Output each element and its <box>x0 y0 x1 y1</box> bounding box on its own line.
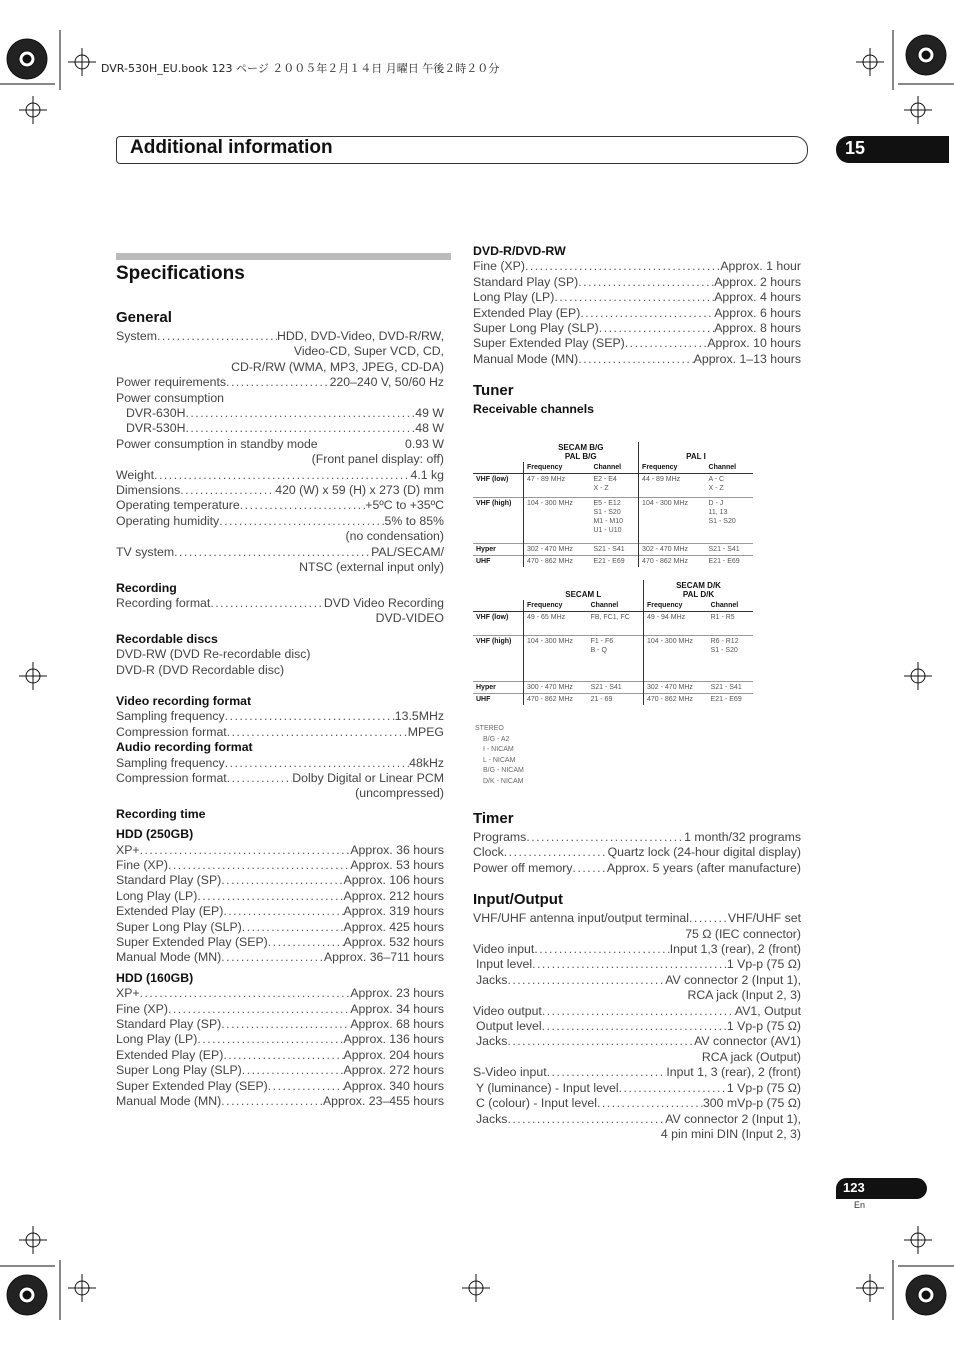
table-cell: E21 - E69 <box>706 556 753 568</box>
spec-label: Standard Play (SP) <box>473 274 579 289</box>
table-row <box>473 556 753 568</box>
spec-row <box>116 889 444 904</box>
spec-row <box>473 1065 801 1080</box>
spec-value: +5ºC to +35ºC <box>365 498 444 513</box>
band-label: VHF (high) <box>473 636 524 682</box>
spec-label: DVR-630H <box>126 406 186 421</box>
spec-value: HDD, DVD-Video, DVD-R/RW, <box>277 329 444 343</box>
spec-label: Super Extended Play (SEP) <box>473 336 625 351</box>
spec-continuation: 4 pin mini DIN (Input 2, 3) <box>660 1126 801 1141</box>
spec-label: Weight <box>116 467 155 482</box>
spec-continuation: NTSC (external input only) <box>299 560 444 575</box>
spec-value: Approx. 532 hours <box>343 935 444 950</box>
channel-table-2 <box>473 580 753 705</box>
spec-label: Programs <box>473 830 527 844</box>
hdd250-heading: HDD (250GB) <box>116 827 194 842</box>
spec-row <box>473 336 801 351</box>
section-title: Additional information <box>130 137 333 158</box>
disc-item: DVD-RW (DVD Re-recordable disc) <box>116 647 311 662</box>
dvd-list <box>473 259 801 367</box>
tuner-subheading: Receivable channels <box>473 402 594 417</box>
spec-row <box>116 498 444 513</box>
spec-value: 1 month/32 programs <box>684 830 801 844</box>
spec-row <box>116 873 444 888</box>
spec-row <box>116 843 444 858</box>
table-cell: 302 - 470 MHz <box>639 544 706 556</box>
spec-value: Approx. 53 hours <box>350 858 444 872</box>
spec-row <box>116 468 444 483</box>
table-cell: 47 - 89 MHz <box>524 474 591 498</box>
spec-row <box>473 957 801 972</box>
column-header: Channel <box>588 600 644 612</box>
stereo-list <box>475 724 524 788</box>
spec-row <box>473 321 801 336</box>
table-cell: E5 - E12 S1 - S20 M1 - M10 U1 - U10 <box>590 498 638 544</box>
spec-row <box>116 483 444 498</box>
spec-value: Approx. 1–13 hours <box>693 351 801 366</box>
spec-continuation: (no condensation) <box>345 529 444 544</box>
channel-table-1 <box>473 442 753 567</box>
column-header: Frequency <box>644 600 708 612</box>
table-cell: 104 - 300 MHz <box>524 498 591 544</box>
spec-label: Extended Play (EP) <box>116 1047 224 1062</box>
table-row <box>473 498 753 544</box>
spec-value: Approx. 212 hours <box>343 888 444 903</box>
dvd-heading: DVD-R/DVD-RW <box>473 244 566 258</box>
spec-label: Power off memory <box>473 860 573 875</box>
spec-row <box>473 973 801 988</box>
page-language: En <box>854 1200 866 1210</box>
column-header: Frequency <box>524 600 588 612</box>
table-cell: 302 - 470 MHz <box>524 544 591 556</box>
spec-label: TV system <box>116 544 175 559</box>
column-header: Channel <box>708 600 753 612</box>
audio-format-heading: Audio recording format <box>116 740 253 755</box>
spec-label: Power consumption <box>116 390 224 405</box>
spec-row <box>473 1112 801 1127</box>
spec-label: Y (luminance) - Input level <box>476 1080 619 1095</box>
spec-value: Approx. 319 hours <box>343 904 444 919</box>
recording-time-heading: Recording time <box>116 806 206 821</box>
spec-row <box>473 830 801 845</box>
spec-label: Jacks <box>476 1034 508 1049</box>
spec-label: Standard Play (SP) <box>116 1017 222 1032</box>
table-cell: 49 - 94 MHz <box>644 612 708 636</box>
table-cell: 302 - 470 MHz <box>644 682 708 694</box>
file-header: DVR-530H_EU.book 123 ページ ２００５年２月１４日 月曜日 午後２時２０分 <box>101 62 500 75</box>
table-cell: A - C X - Z <box>708 476 725 492</box>
table-row <box>473 636 753 682</box>
spec-value: PAL/SECAM/ <box>371 544 444 559</box>
band-label: VHF (low) <box>476 476 509 483</box>
spec-value: 1 Vp-p (75 Ω) <box>726 1080 801 1095</box>
table-row <box>473 612 753 636</box>
spec-value: 1 Vp-p (75 Ω) <box>726 1019 801 1034</box>
left-column <box>116 300 444 1110</box>
spec-label: System <box>116 329 157 343</box>
column-header: Frequency <box>524 462 591 474</box>
spec-row <box>473 1081 801 1096</box>
stereo-item: B/G - A2 <box>483 735 510 743</box>
spec-value: 13.5MHz <box>394 709 444 724</box>
spec-row <box>116 756 444 771</box>
spec-value: Input 1,3 (rear), 2 (front) <box>669 942 801 957</box>
table-row <box>473 544 753 556</box>
spec-value: 4.1 kg <box>410 467 444 482</box>
spec-row <box>473 306 801 321</box>
table-cell: 104 - 300 MHz <box>524 636 588 682</box>
io-heading: Input/Output <box>473 891 563 909</box>
spec-row <box>116 406 444 421</box>
spec-row <box>116 771 444 786</box>
band-header: PAL I <box>639 442 753 462</box>
band-header: SECAM L <box>565 590 602 599</box>
spec-value: Approx. 23 hours <box>350 986 444 1001</box>
stereo-item: D/K - NICAM <box>483 777 524 785</box>
table-cell: R1 - R5 <box>710 614 735 621</box>
spec-value: AV connector 2 (Input 1), <box>665 1111 801 1126</box>
spec-value: VHF/UHF set <box>727 911 801 926</box>
table-cell: 49 - 65 MHz <box>524 612 588 636</box>
spec-row <box>116 421 444 436</box>
spec-value: Approx. 272 hours <box>343 1063 444 1078</box>
spec-label: Input level <box>476 957 533 972</box>
spec-value: Approx. 1 hour <box>720 259 801 274</box>
table-cell: 44 - 89 MHz <box>639 474 706 498</box>
band-header: SECAM B/G PAL B/G <box>558 443 604 461</box>
table-cell: S21 - S41 <box>588 682 644 694</box>
page-number: 123 <box>843 1180 865 1195</box>
spec-row <box>473 1096 801 1111</box>
spec-label: Manual Mode (MN) <box>116 950 222 965</box>
spec-value: 48 W <box>415 421 444 436</box>
spec-row <box>116 935 444 950</box>
chapter-number: 15 <box>845 138 866 158</box>
spec-value: Dolby Digital or Linear PCM <box>292 770 444 785</box>
spec-continuation: DVD-VIDEO <box>375 611 444 626</box>
spec-value: 220–240 V, 50/60 Hz <box>329 375 444 390</box>
spec-label: Operating temperature <box>116 498 240 513</box>
table-cell: F1 - F6 B - Q <box>588 636 644 682</box>
spec-row <box>116 545 444 560</box>
table-cell: 470 - 862 MHz <box>644 694 708 706</box>
spec-label: Manual Mode (MN) <box>116 1094 222 1109</box>
spec-label: Long Play (LP) <box>116 1032 198 1047</box>
table-cell: E21 - E69 <box>590 556 638 568</box>
table-cell: E21 - E69 <box>708 694 753 706</box>
spec-label: Operating humidity <box>116 513 220 528</box>
spec-row <box>473 1034 801 1049</box>
spec-value: Approx. 340 hours <box>343 1078 444 1093</box>
spec-row <box>116 1063 444 1078</box>
spec-label: Dimensions <box>116 483 181 498</box>
spec-row <box>116 437 444 452</box>
band-label: Hyper <box>473 544 524 556</box>
spec-row <box>473 352 801 367</box>
table-cell: S21 - S41 <box>706 544 753 556</box>
band-label: Hyper <box>473 682 524 694</box>
spec-label: Jacks <box>476 1111 508 1126</box>
spec-row <box>116 1017 444 1032</box>
recording-heading: Recording <box>116 580 177 595</box>
table-cell: 470 - 862 MHz <box>524 556 591 568</box>
hdd160-heading: HDD (160GB) <box>116 970 194 985</box>
spec-row <box>473 290 801 305</box>
table-cell: R6 - R12 S1 - S20 <box>708 636 753 682</box>
title-rule <box>116 253 451 260</box>
timer-heading: Timer <box>473 810 514 827</box>
spec-row <box>116 986 444 1001</box>
table-row <box>473 682 753 694</box>
spec-value: 48kHz <box>409 755 444 770</box>
spec-row <box>473 275 801 290</box>
spec-label: Video output <box>473 1003 542 1018</box>
stereo-item: STEREO <box>475 725 504 732</box>
spec-value: Approx. 204 hours <box>343 1047 444 1062</box>
band-header: SECAM D/K PAL D/K <box>644 580 753 600</box>
spec-continuation: (Front panel display: off) <box>311 452 444 467</box>
spec-continuation: RCA jack (Output) <box>701 1049 801 1064</box>
spec-continuation: 75 Ω (IEC connector) <box>685 926 801 941</box>
spec-label: XP+ <box>116 986 140 1001</box>
spec-value: 300 mVp-p (75 Ω) <box>702 1096 801 1111</box>
spec-value: Approx. 5 years (after manufacture) <box>606 860 801 875</box>
table-cell: FB, FC1, FC <box>590 614 630 621</box>
column-header: Channel <box>590 462 638 474</box>
disc-item: DVD-R (DVD Recordable disc) <box>116 662 285 677</box>
spec-row <box>116 904 444 919</box>
spec-row <box>473 1004 801 1019</box>
spec-value: Approx. 106 hours <box>343 873 444 888</box>
spec-label: Fine (XP) <box>116 858 168 872</box>
spec-row <box>116 329 444 344</box>
stereo-item: L - NICAM <box>483 756 516 764</box>
spec-value: DVD Video Recording <box>323 595 444 610</box>
spec-row <box>116 375 444 390</box>
general-heading: General <box>116 309 172 326</box>
table-cell: 470 - 862 MHz <box>524 694 588 706</box>
spec-value: MPEG <box>407 724 444 739</box>
spec-label: Extended Play (EP) <box>473 305 581 320</box>
spec-continuation: Video-CD, Super VCD, CD, <box>293 344 444 359</box>
spec-row <box>116 1002 444 1017</box>
column-header: Channel <box>706 462 753 474</box>
spec-label: Compression format <box>116 724 227 739</box>
spec-value: Approx. 425 hours <box>343 919 444 934</box>
spec-label: S-Video input <box>473 1065 547 1080</box>
spec-row <box>116 1032 444 1047</box>
spec-value: Approx. 10 hours <box>707 336 801 351</box>
spec-row <box>116 858 444 873</box>
spec-value: 420 (W) x 59 (H) x 273 (D) mm <box>275 483 444 498</box>
spec-label: Video input <box>473 942 535 957</box>
band-label: UHF <box>473 556 524 568</box>
spec-row <box>473 259 801 274</box>
spec-value: Quartz lock (24-hour digital display) <box>607 845 801 860</box>
right-column <box>473 244 801 418</box>
tuner-heading: Tuner <box>473 382 514 400</box>
spec-row <box>116 950 444 965</box>
spec-label: Manual Mode (MN) <box>473 351 579 366</box>
spec-row <box>116 596 444 611</box>
band-label: UHF <box>473 694 524 706</box>
table-cell: 470 - 862 MHz <box>639 556 706 568</box>
spec-row <box>116 920 444 935</box>
spec-continuation: RCA jack (Input 2, 3) <box>687 988 801 1003</box>
spec-row <box>473 911 801 926</box>
spec-value: 49 W <box>415 406 444 421</box>
spec-row <box>116 709 444 724</box>
band-label: VHF (high) <box>473 498 524 544</box>
spec-label: VHF/UHF antenna input/output terminal <box>473 911 689 926</box>
table-row <box>473 694 753 706</box>
table-cell: E2 - E4 X - Z <box>593 476 617 492</box>
spec-row <box>116 1048 444 1063</box>
spec-value: Approx. 68 hours <box>350 1017 444 1032</box>
spec-label: Super Long Play (SLP) <box>116 1063 242 1078</box>
spec-value: Approx. 2 hours <box>714 274 801 289</box>
spec-row <box>116 514 444 529</box>
spec-label: DVR-530H <box>126 421 186 436</box>
recordable-discs-heading: Recordable discs <box>116 631 218 646</box>
spec-label: Power requirements <box>116 375 227 390</box>
spec-label: Fine (XP) <box>116 1001 168 1016</box>
spec-label: Super Extended Play (SEP) <box>116 1078 268 1093</box>
spec-label: Long Play (LP) <box>116 888 198 903</box>
stereo-item: I - NICAM <box>483 746 514 754</box>
spec-continuation: CD-R/RW (WMA, MP3, JPEG, CD-DA) <box>231 359 444 374</box>
spec-row <box>473 942 801 957</box>
spec-row <box>473 1019 801 1034</box>
spec-label: Clock <box>473 845 504 860</box>
spec-label: Jacks <box>476 972 508 987</box>
spec-label: Long Play (LP) <box>473 290 555 305</box>
table-cell: 104 - 300 MHz <box>644 636 708 682</box>
spec-row <box>473 861 801 876</box>
spec-value: AV1, Output <box>734 1003 801 1018</box>
video-format-heading: Video recording format <box>116 693 252 708</box>
spec-label: Super Extended Play (SEP) <box>116 935 268 950</box>
table-cell: S21 - S41 <box>708 682 753 694</box>
spec-value: 0.93 W <box>405 436 444 451</box>
spec-value: AV connector 2 (Input 1), <box>665 972 801 987</box>
spec-label: Extended Play (EP) <box>116 904 224 919</box>
stereo-item: B/G - NICAM <box>483 767 524 775</box>
spec-value: 1 Vp-p (75 Ω) <box>726 957 801 972</box>
spec-row <box>116 1079 444 1094</box>
spec-row <box>473 845 801 860</box>
table-row <box>473 474 753 498</box>
hdd160-list <box>116 986 444 1109</box>
spec-continuation: (uncompressed) <box>355 786 444 801</box>
spec-value: Approx. 8 hours <box>714 321 801 336</box>
spec-label: Compression format <box>116 770 227 785</box>
spec-label: Fine (XP) <box>473 259 525 274</box>
spec-label: Sampling frequency <box>116 709 225 724</box>
spec-label: Power consumption in standby mode <box>116 436 318 451</box>
spec-label: XP+ <box>116 842 140 857</box>
spec-value: Approx. 136 hours <box>343 1032 444 1047</box>
spec-value: Approx. 36–711 hours <box>323 950 444 965</box>
timer-io-column <box>473 803 801 1142</box>
spec-value: Approx. 34 hours <box>350 1001 444 1016</box>
spec-value: Approx. 6 hours <box>714 305 801 320</box>
spec-label: Standard Play (SP) <box>116 873 222 888</box>
spec-label: Recording format <box>116 595 211 610</box>
spec-value: Approx. 23–455 hours <box>322 1094 444 1109</box>
spec-value: 5% to 85% <box>384 513 444 528</box>
spec-label: Super Long Play (SLP) <box>473 321 599 336</box>
spec-label: Output level <box>476 1019 542 1034</box>
table-cell: D - J 11, 13 S1 - S20 <box>706 498 753 544</box>
spec-value: Approx. 4 hours <box>714 290 801 305</box>
band-label: VHF (low) <box>476 614 509 621</box>
spec-row <box>116 1094 444 1109</box>
spec-label: C (colour) - Input level <box>476 1096 597 1111</box>
table-cell: S21 - S41 <box>590 544 638 556</box>
spec-value: Input 1, 3 (rear), 2 (front) <box>666 1065 801 1080</box>
spec-value: Approx. 36 hours <box>350 842 444 857</box>
page-title: Specifications <box>116 263 245 284</box>
table-cell: 104 - 300 MHz <box>639 498 706 544</box>
spec-label: Sampling frequency <box>116 755 225 770</box>
hdd250-list <box>116 843 444 966</box>
table-cell: 300 - 470 MHz <box>524 682 588 694</box>
spec-label: Super Long Play (SLP) <box>116 919 242 934</box>
spec-value: AV connector (AV1) <box>694 1034 801 1049</box>
table-cell: 21 - 69 <box>588 694 644 706</box>
spec-row <box>116 725 444 740</box>
column-header: Frequency <box>639 462 706 474</box>
